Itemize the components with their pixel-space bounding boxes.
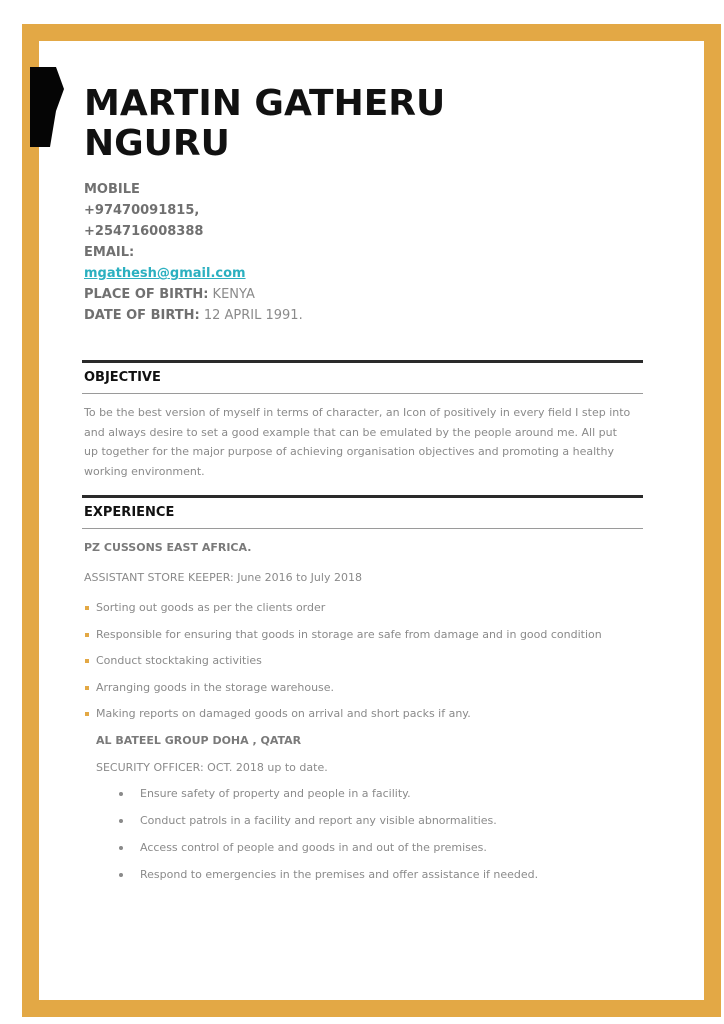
duty-item: Responsible for ensuring that goods in storage are safe from damage and in good condition xyxy=(84,627,644,654)
dob-label: DATE OF BIRTH: xyxy=(84,308,200,323)
duty-item: Sorting out goods as per the clients order xyxy=(84,600,644,627)
job-duties-list xyxy=(84,786,644,894)
dob-row xyxy=(84,305,303,326)
job-role: SECURITY OFFICER: OCT. 2018 up to date. xyxy=(96,760,328,774)
duty-item: Conduct patrols in a facility and report any visible abnormalities. xyxy=(84,813,644,840)
candidate-name xyxy=(84,84,445,164)
experience-section-header xyxy=(82,495,643,529)
dob-value: 12 APRIL 1991. xyxy=(203,308,303,323)
mobile-number-2: +254716008388 xyxy=(84,224,204,239)
bookmark-tab-shape xyxy=(30,67,64,147)
experience-heading: EXPERIENCE xyxy=(84,505,175,520)
birthplace-row xyxy=(84,284,303,305)
name-line-1: MARTIN GATHERU xyxy=(84,83,446,124)
job-duties-list xyxy=(84,600,644,733)
birthplace-value: KENYA xyxy=(212,287,255,302)
duty-item: Conduct stocktaking activities xyxy=(84,653,644,680)
birthplace-label: PLACE OF BIRTH: xyxy=(84,287,209,302)
job-company: AL BATEEL GROUP DOHA , QATAR xyxy=(96,733,302,747)
contact-block xyxy=(84,179,303,326)
duty-item: Arranging goods in the storage warehouse. xyxy=(84,680,644,707)
email-link[interactable]: mgathesh@gmail.com xyxy=(84,266,246,281)
objective-heading: OBJECTIVE xyxy=(84,370,161,385)
duty-item: Access control of people and goods in and out of the premises. xyxy=(84,840,644,867)
mobile-label: MOBILE xyxy=(84,182,140,197)
objective-section-header xyxy=(82,360,643,394)
duty-item: Respond to emergencies in the premises and offer assistance if needed. xyxy=(84,867,644,894)
job-role: ASSISTANT STORE KEEPER: June 2016 to July 2018 xyxy=(84,571,362,584)
job-company: PZ CUSSONS EAST AFRICA. xyxy=(84,541,252,554)
name-line-2: NGURU xyxy=(84,123,230,164)
duty-item: Making reports on damaged goods on arrival and short packs if any. xyxy=(84,706,644,733)
email-label: EMAIL: xyxy=(84,245,135,260)
duty-item: Ensure safety of property and people in a facility. xyxy=(84,786,644,813)
objective-text: To be the best version of myself in terms of character, an Icon of positively in every field I step into and always desire to set a good example that can be emulated by the people around me. All put up together for the major purpose of achieving organisation objectives and promoting a healthy working environment. xyxy=(84,406,631,478)
experience-block xyxy=(84,540,644,894)
mobile-number-1: +97470091815, xyxy=(84,203,200,218)
